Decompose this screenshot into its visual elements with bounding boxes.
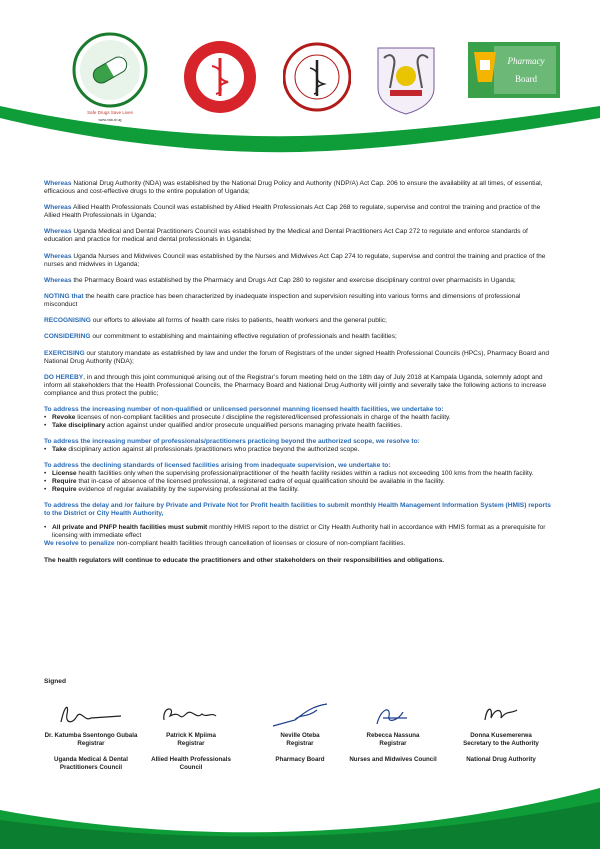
section-bullets bbox=[44, 524, 554, 540]
section-scope bbox=[44, 438, 554, 454]
list-item-text: disciplinary action against all professionals /practitioners who practice beyond the authorized scope. bbox=[66, 446, 360, 454]
signatory-name: Patrick K Mpiima bbox=[166, 732, 216, 739]
signature-image bbox=[265, 700, 335, 730]
section-bullets bbox=[44, 414, 554, 430]
preamble-keyword: Whereas bbox=[44, 276, 72, 284]
signed-label: Signed bbox=[44, 678, 66, 685]
list-item bbox=[44, 446, 554, 454]
preamble-text: our efforts to alleviate all forms of health care risks to patients, health workers and the general public; bbox=[90, 317, 387, 325]
preamble-paragraph bbox=[44, 228, 554, 244]
list-item-text: monthly HMIS report to the district or City Health Authority hall in accordance with HMIS format as a prerequisite for licensing with immediate effect bbox=[52, 524, 546, 540]
preamble-paragraph bbox=[44, 374, 554, 398]
nda-logo bbox=[62, 30, 158, 126]
section-heading: To address the delay and /or failure by Private and Private Not for Profit health facilities to submit monthly Health Management Information System (HMIS) reports to the District or City Health Authority, bbox=[44, 502, 551, 518]
signatory-role: Registrar bbox=[177, 740, 205, 747]
signatory-name: Rebecca Nassuna bbox=[366, 732, 420, 739]
list-item-text: action against under qualified and/or prosecute unqualified persons managing private health facilities. bbox=[105, 421, 403, 429]
penalize-text: non-compliant health facilities through cancellation of licenses or closure of non-compliant facilities. bbox=[114, 540, 406, 548]
list-item-lead: All private and PNFP health facilities must submit bbox=[52, 524, 208, 532]
signatory-org: Allied Health Professionals Council bbox=[151, 756, 231, 771]
list-item-text: that in-case of absence of the licensed professional, a registered cadre of equal qualification should be available in the facility. bbox=[76, 478, 445, 486]
pharmacy-board-text1: Pharmacy bbox=[507, 56, 545, 66]
preamble-text: the health care practice has been characterized by inadequate inspection and supervision resulting into various forms and dimensions of professional misconduct bbox=[44, 292, 521, 308]
signatory-name: Donna Kusemererwa bbox=[470, 732, 532, 739]
preamble-paragraph bbox=[44, 204, 554, 220]
signatory-pb bbox=[260, 700, 340, 764]
whereas-block bbox=[44, 180, 554, 398]
list-item bbox=[44, 422, 554, 430]
signatory-role: Registrar bbox=[77, 740, 105, 747]
signatory-role: Registrar bbox=[286, 740, 314, 747]
signatory-unmc bbox=[348, 700, 438, 764]
signatory-org: Nurses and Midwives Council bbox=[349, 756, 437, 763]
preamble-paragraph bbox=[44, 350, 554, 366]
signatory-nda bbox=[446, 700, 556, 764]
signatory-org: National Drug Authority bbox=[466, 756, 536, 763]
signatory-name: Neville Oteba bbox=[280, 732, 320, 739]
list-item-lead: Take bbox=[52, 446, 67, 454]
signature-image bbox=[51, 700, 131, 730]
section-bullets bbox=[44, 470, 554, 494]
signature-image bbox=[156, 700, 226, 730]
preamble-text: , in and through this joint communiqué arising out of the Registrar’s forum meeting held on the 18th day of July 2018 at Kampala Uganda, solemnly adopt and inform all stakeholders that the Health Professional Councils, the Pharmacy Board and National Drug Authority will jointly and severally take the following actions to increase compliance and thus protect the public; bbox=[44, 373, 547, 397]
section-bullets bbox=[44, 446, 554, 454]
footer-green-band bbox=[0, 780, 600, 849]
signatory-role: Secretary to the Authority bbox=[463, 740, 539, 747]
penalize-line bbox=[44, 540, 554, 548]
preamble-paragraph bbox=[44, 253, 554, 269]
signature-image bbox=[471, 700, 531, 730]
preamble-keyword: EXERCISING bbox=[44, 349, 85, 357]
section-heading: To address the increasing number of non-qualified or unlicensed personnel manning licensed health facilities, we undertake to: bbox=[44, 405, 444, 413]
nda-url: www.nda.or.ug bbox=[98, 118, 122, 122]
preamble-paragraph bbox=[44, 317, 554, 325]
preamble-text: our statutory mandate as established by law and under the forum of Registrars of the under signed Health Professional Councils (HPCs), Pharmacy Board and National Drug Authority (NDA); bbox=[44, 349, 550, 365]
preamble-text: Uganda Nurses and Midwives Council was established by the Nurses and Midwives Act Cap 274 to regulate, supervise and control the training and practice of the nurses and midwives in Uganda; bbox=[44, 252, 546, 268]
preamble-keyword: Whereas bbox=[44, 252, 72, 260]
preamble-text: Uganda Medical and Dental Practitioners Council was established by the Medical and Dental Practitioners Act Cap 272 to regulate and enforce standards of education and practice for medical and dental professionals in Uganda; bbox=[44, 228, 528, 244]
umdpc-logo bbox=[182, 38, 258, 116]
section-heading: To address the increasing number of professionals/practitioners practicing beyond the authorized scope, we resolve to: bbox=[44, 438, 420, 446]
preamble-paragraph bbox=[44, 293, 554, 309]
pharmacy-board-logo bbox=[466, 38, 562, 102]
list-item bbox=[44, 470, 554, 478]
signatory-role: Registrar bbox=[379, 740, 407, 747]
preamble-keyword: CONSIDERING bbox=[44, 333, 91, 341]
preamble-keyword: DO HEREBY bbox=[44, 373, 84, 381]
list-item-text: evidence of regular availability by the supervising professional at the facility. bbox=[76, 486, 299, 494]
list-item bbox=[44, 414, 554, 422]
logo-row bbox=[0, 28, 600, 128]
preamble-paragraph bbox=[44, 333, 554, 341]
preamble-keyword: NOTING that bbox=[44, 292, 84, 300]
list-item bbox=[44, 478, 554, 486]
ahpc-logo bbox=[283, 38, 351, 116]
communique-body bbox=[44, 180, 554, 565]
signature-image bbox=[363, 700, 423, 730]
preamble-text: Allied Health Professionals Council was established by Allied Health Professionals Act Cap 268 to regulate, supervise and control the training and practice of the Allied Health Professionals in Uganda; bbox=[44, 204, 541, 220]
preamble-paragraph bbox=[44, 180, 554, 196]
signatory-org: Pharmacy Board bbox=[275, 756, 325, 763]
nda-caption: Safe Drugs Save Lives bbox=[87, 110, 133, 115]
pharmacy-board-text2: Board bbox=[515, 74, 537, 84]
list-item-lead: Revoke bbox=[52, 413, 76, 421]
section-hmis bbox=[44, 502, 554, 548]
signatory-umdpc bbox=[36, 700, 146, 772]
signatory-org: Uganda Medical & Dental Practitioners Council bbox=[54, 756, 128, 771]
preamble-paragraph bbox=[44, 277, 554, 285]
signatory-ahpc bbox=[146, 700, 236, 772]
preamble-keyword: Whereas bbox=[44, 228, 72, 236]
preamble-keyword: RECOGNISING bbox=[44, 317, 91, 325]
preamble-text: our commitment to establishing and maintaining effective regulation of professionals and health facilities; bbox=[90, 333, 397, 341]
list-item-lead: License bbox=[52, 470, 77, 478]
section-nonqualified bbox=[44, 406, 554, 430]
section-supervision bbox=[44, 462, 554, 494]
preamble-keyword: Whereas bbox=[44, 180, 72, 187]
signatory-name: Dr. Katumba Ssentongo Gubala bbox=[44, 732, 138, 739]
list-item-lead: Require bbox=[52, 478, 77, 486]
list-item-lead: Take disciplinary bbox=[52, 421, 106, 429]
preamble-keyword: Whereas bbox=[44, 204, 72, 212]
list-item-text: licenses of non-compliant facilities and prosecute / discipline the registered/licensed professionals in charge of the health facility. bbox=[75, 413, 451, 421]
list-item-lead: Require bbox=[52, 486, 77, 494]
preamble-text: National Drug Authority (NDA) was established by the National Drug Policy and Authority (NDP/A) Act Cap. 206 to ensure the availability at all times, of essential, efficacious and cost-effective drugs to the entire population of Uganda; bbox=[44, 180, 543, 195]
unmc-logo bbox=[370, 38, 442, 118]
list-item bbox=[44, 524, 554, 540]
section-heading: To address the declining standards of licensed facilities arising from inadequate supervision, we undertake to: bbox=[44, 462, 391, 470]
closing-statement: The health regulators will continue to educate the practitioners and other stakeholders on their responsibilities and obligations. bbox=[44, 556, 445, 564]
list-item bbox=[44, 486, 554, 494]
preamble-text: the Pharmacy Board was established by the Pharmacy and Drugs Act Cap 280 to register and exercise disciplinary control over pharmacists in Uganda; bbox=[71, 276, 516, 284]
penalize-keyword: We resolve to penalize bbox=[44, 540, 115, 548]
list-item-text: health facilities only when the supervising professional/practitioner of the health facility resides within a radius not exceeding 100 kms from the health facility. bbox=[76, 470, 534, 478]
